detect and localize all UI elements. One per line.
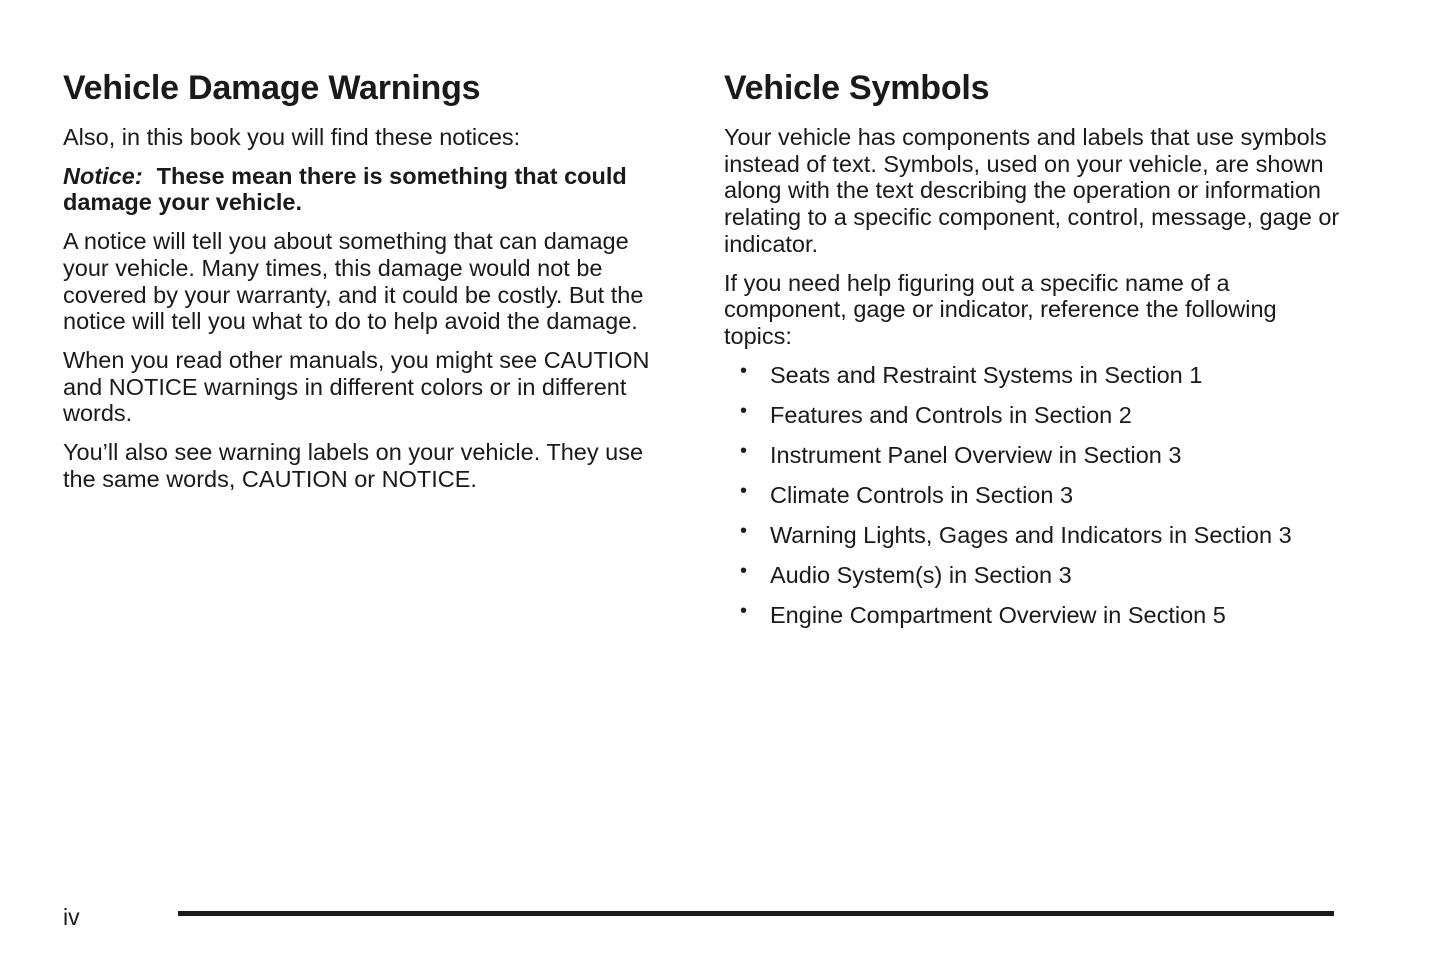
list-item <box>724 359 1344 389</box>
list-item <box>724 519 1344 549</box>
notice-block <box>63 163 668 216</box>
vehicle-symbols-section <box>724 66 1344 642</box>
list-item-text: Warning Lights, Gages and Indicators in Section 3 <box>770 521 1292 548</box>
section-heading: Vehicle Symbols <box>724 69 990 107</box>
bullet-icon: • <box>740 519 748 542</box>
list-item-text: Audio System(s) in Section 3 <box>770 561 1072 588</box>
topics-list <box>724 359 1344 629</box>
body-paragraph: When you read other manuals, you might see CAUTION and NOTICE warnings in different colors or in different words. <box>63 346 650 427</box>
notice-label: Notice: <box>63 162 143 189</box>
list-item-text: Seats and Restraint Systems in Section 1 <box>770 361 1203 388</box>
body-paragraph: Your vehicle has components and labels that use symbols instead of text. Symbols, used on your vehicle, are shown along with the text describing the operation or information relating to a specific component, control, message, gage or indicator. <box>724 124 1340 257</box>
list-item-text: Climate Controls in Section 3 <box>770 481 1074 508</box>
body-paragraph: If you need help figuring out a specific name of a component, gage or indicator, reference the following topics: <box>724 269 1277 349</box>
intro-paragraph: Also, in this book you will find these notices: <box>63 124 521 150</box>
bullet-icon: • <box>740 359 748 382</box>
list-item-text: Instrument Panel Overview in Section 3 <box>770 441 1182 468</box>
page-number: iv <box>63 904 80 930</box>
list-item-text: Features and Controls in Section 2 <box>770 401 1132 428</box>
bullet-icon: • <box>740 599 748 622</box>
bullet-icon: • <box>740 559 748 582</box>
notice-text: These mean there is something that could damage your vehicle. <box>63 162 627 216</box>
section-heading: Vehicle Damage Warnings <box>63 69 481 107</box>
footer-divider <box>178 911 1334 916</box>
list-item <box>724 439 1344 469</box>
list-item <box>724 599 1344 629</box>
vehicle-damage-warnings-section <box>63 66 668 504</box>
bullet-icon: • <box>740 399 748 422</box>
list-item <box>724 399 1344 429</box>
body-paragraph: A notice will tell you about something that can damage your vehicle. Many times, this damage would not be covered by your warranty, and it could be costly. But the notice will tell you what to do to help avoid the damage. <box>63 228 644 335</box>
bullet-icon: • <box>740 439 748 462</box>
body-paragraph: You’ll also see warning labels on your vehicle. They use the same words, CAUTION or NOTICE. <box>63 439 644 492</box>
list-item-text: Engine Compartment Overview in Section 5 <box>770 601 1226 628</box>
list-item <box>724 479 1344 509</box>
bullet-icon: • <box>740 479 748 502</box>
list-item <box>724 559 1344 589</box>
